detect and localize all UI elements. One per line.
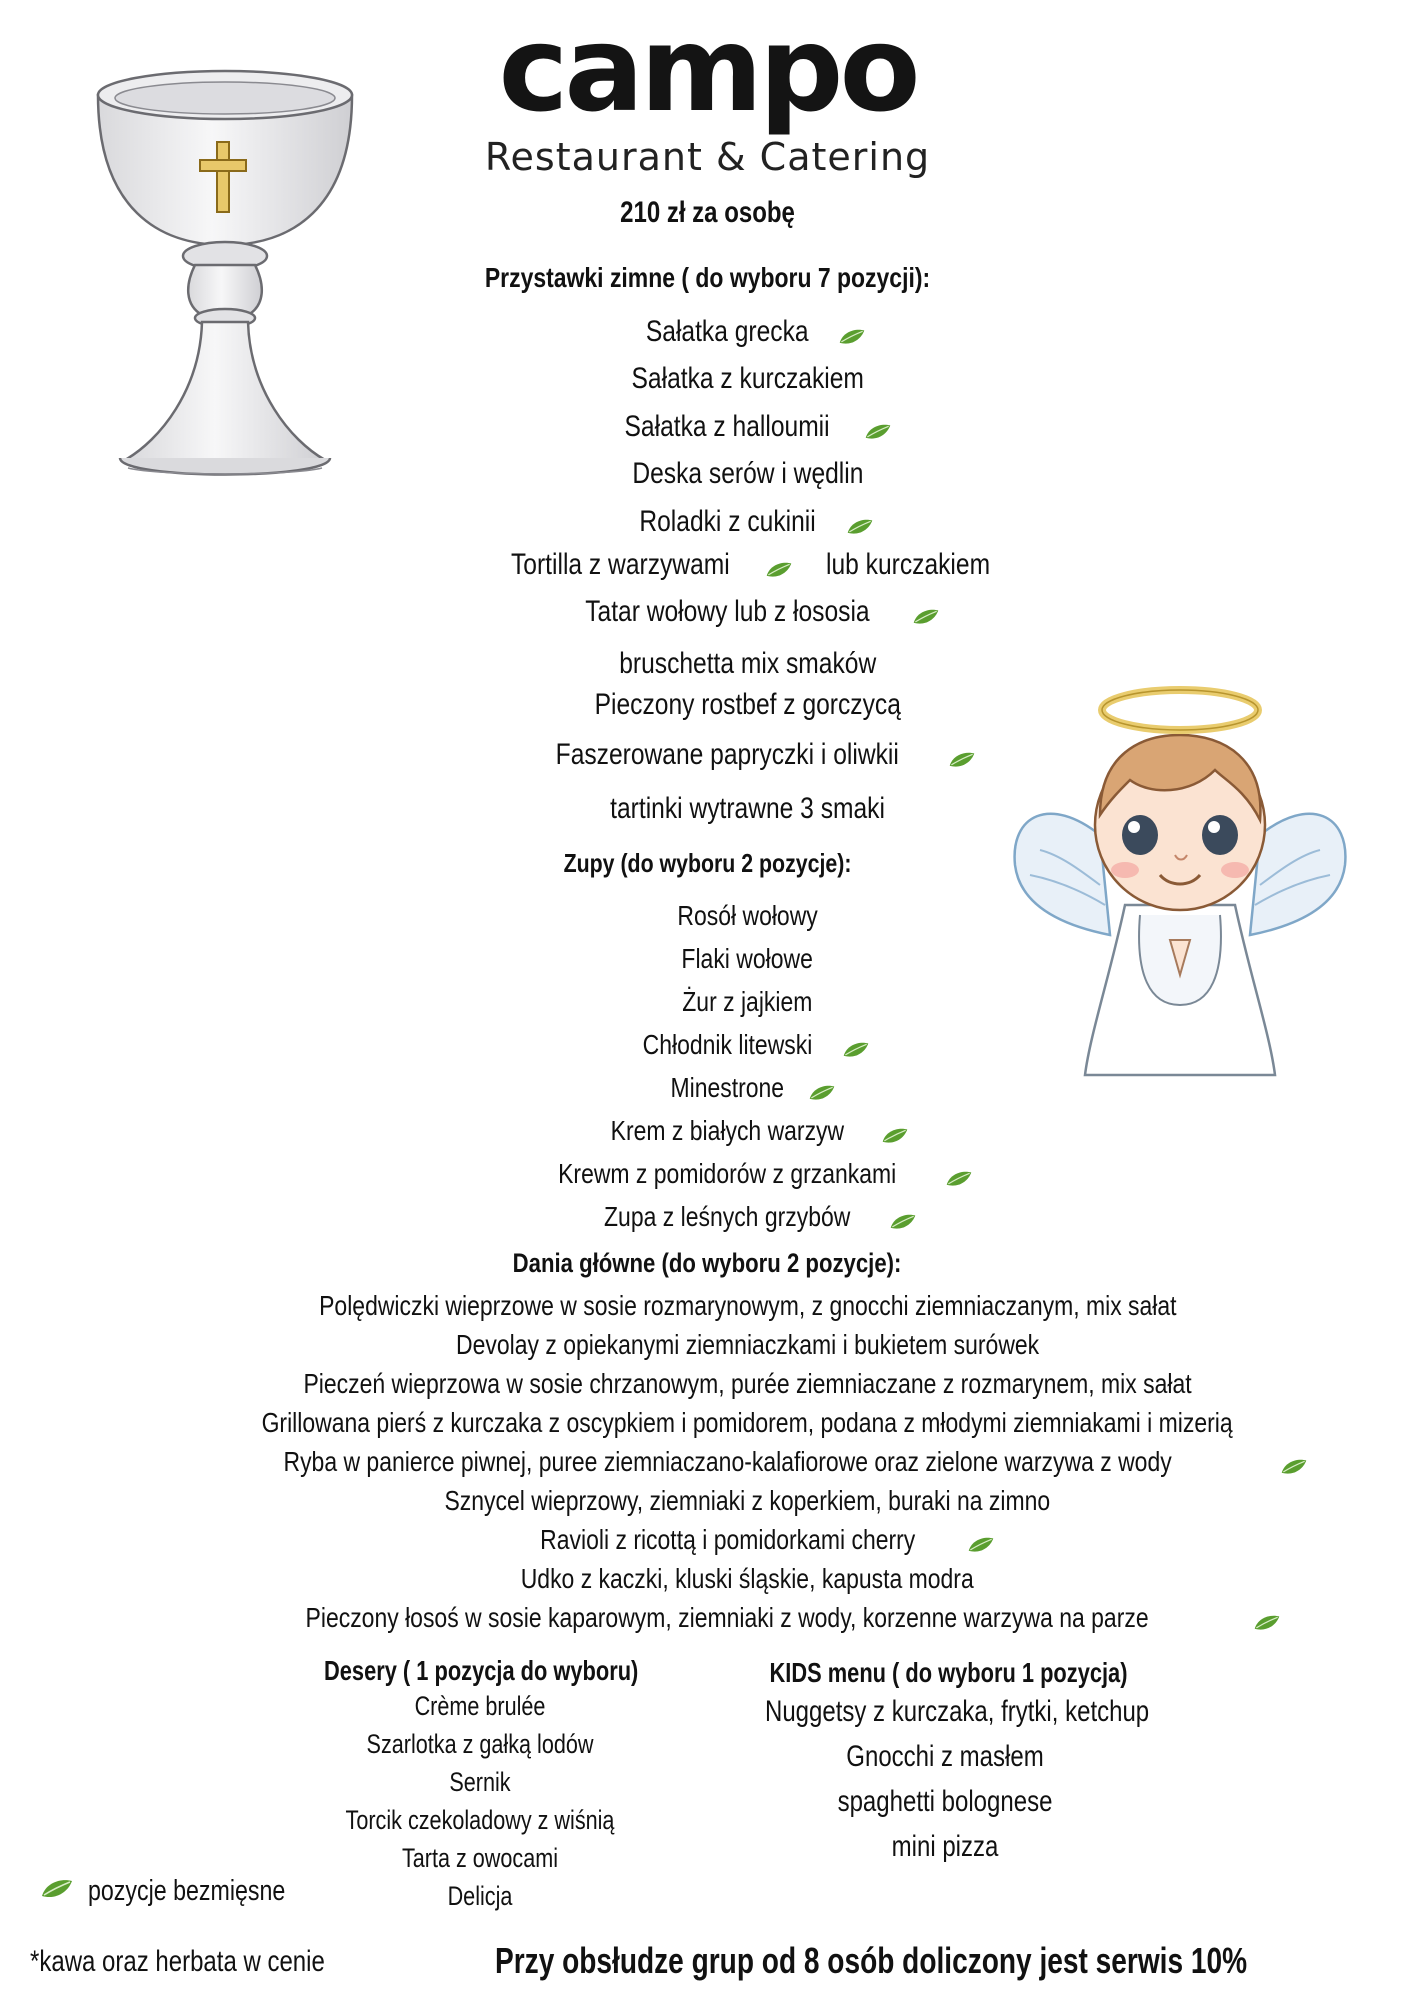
menu-item-label: Chłodnik litewski	[642, 1029, 813, 1060]
leaf-icon	[888, 1213, 918, 1231]
dessert-item: Szarlotka z gałką lodów	[366, 1729, 594, 1759]
kids-item: Gnocchi z masłem	[846, 1740, 1044, 1773]
menu-item-label: Pieczony łosoś w sosie kaparowym, ziemniaki z wody, korzenne warzywa na parze	[305, 1602, 1150, 1633]
menu-item-label: Flaki wołowe	[681, 943, 814, 974]
menu-item-label: Sznycel wieprzowy, ziemniaki z koperkiem, buraki na zimno	[444, 1485, 1051, 1516]
brand-name: campo	[498, 0, 917, 138]
menu-item-label: Pieczeń wieprzowa w sosie chrzanowym, purée ziemniaczane z rozmarynem, mix sałat	[303, 1368, 1192, 1399]
mains-title	[0, 1248, 1415, 1279]
leaf-icon	[911, 608, 941, 626]
menu-item	[40, 362, 1415, 396]
menu-item	[40, 647, 1415, 681]
menu-item-label: Roladki z cukinii	[639, 505, 816, 538]
menu-item	[40, 315, 1415, 349]
soups-title	[0, 848, 1415, 879]
kids-item: spaghetti bolognese	[837, 1785, 1053, 1818]
brand-subtitle: Restaurant & Catering	[484, 135, 931, 179]
menu-item-label: Żur z jajkiem	[682, 986, 813, 1017]
menu-item-label: Devolay z opiekanymi ziemniaczkami i bukietem surówek	[455, 1329, 1040, 1360]
menu-item-label: Pieczony rostbef z gorczycą	[594, 688, 901, 721]
dessert-item: Delicja	[447, 1881, 513, 1911]
menu-item-label: Sałatka z halloumii	[624, 410, 831, 443]
brand-logo	[0, 0, 1415, 138]
leaf-icon	[1279, 1458, 1309, 1476]
price-per-person: 210 zł za osobę	[620, 196, 795, 229]
menu-item-label: Krewm z pomidorów z grzankami	[558, 1158, 897, 1189]
leaf-icon	[837, 328, 867, 346]
mains-title-text: Dania główne (do wyboru 2 pozycje):	[513, 1248, 902, 1278]
menu-item	[40, 1524, 1415, 1556]
kids-section	[720, 1657, 1170, 1869]
menu-item	[40, 1290, 1415, 1322]
leaf-icon	[841, 1041, 871, 1059]
menu-item-label: Deska serów i wędlin	[631, 457, 864, 490]
menu-item	[40, 457, 1415, 491]
cold-starters-title-text: Przystawki zimne ( do wyboru 7 pozycji):	[484, 262, 931, 293]
cold-starters-title	[0, 262, 1415, 294]
menu-item-label: Minestrone	[670, 1072, 785, 1103]
menu-item-label: Udko z kaczki, kluski śląskie, kapusta modra	[521, 1563, 974, 1594]
menu-item	[40, 738, 1415, 772]
leaf-icon	[863, 423, 893, 441]
menu-item	[40, 1029, 1415, 1061]
menu-item-label: Ravioli z ricottą i pomidorkami cherry	[539, 1524, 916, 1555]
menu-item-label: Sałatka grecka	[646, 315, 809, 348]
menu-item-label: Faszerowane papryczki i oliwkii	[555, 738, 900, 771]
service-charge-note: Przy obsłudze grup od 8 osób doliczony jest serwis 10%	[495, 1940, 1248, 1981]
dessert-item: Sernik	[449, 1767, 511, 1797]
menu-item	[40, 1329, 1415, 1361]
leaf-icon	[947, 751, 977, 769]
leaf-icon	[807, 1084, 837, 1102]
dessert-item: Crème brulée	[414, 1691, 546, 1721]
menu-item	[40, 505, 1415, 539]
menu-item-label: Ryba w panierce piwnej, puree ziemniaczano-kalafiorowe oraz zielone warzywa z wody	[283, 1446, 1172, 1477]
menu-item	[40, 410, 1415, 444]
menu-item	[40, 1201, 1415, 1233]
leaf-icon	[764, 561, 794, 579]
menu-item	[40, 688, 1415, 722]
menu-item	[40, 1602, 1415, 1634]
desserts-title: Desery ( 1 pozycja do wyboru)	[324, 1655, 639, 1686]
menu-item	[40, 1446, 1415, 1478]
menu-item-label: Rosół wołowy	[677, 900, 818, 931]
menu-item-label: Grillowana pierś z kurczaka z oscypkiem i pomidorem, podana z młodymi ziemniakami i mizerią	[261, 1407, 1234, 1438]
menu-item-label: Zupa z leśnych grzybów	[604, 1201, 851, 1232]
menu-item-label: Tortilla z warzywami	[511, 548, 730, 581]
leaf-icon	[1252, 1614, 1282, 1632]
menu-item-label: Krem z białych warzyw	[610, 1115, 845, 1146]
menu-item	[40, 1072, 1415, 1104]
desserts-section	[280, 1655, 680, 1915]
leaf-icon	[944, 1170, 974, 1188]
menu-item	[40, 900, 1415, 932]
footer-note: *kawa oraz herbata w cenie	[30, 1945, 325, 1978]
dessert-item: Torcik czekoladowy z wiśnią	[345, 1805, 615, 1835]
leaf-icon	[966, 1536, 996, 1554]
angel-illustration	[1010, 675, 1350, 1085]
menu-item	[40, 986, 1415, 1018]
menu-item-suffix: lub kurczakiem	[825, 548, 990, 581]
menu-item-label: Sałatka z kurczakiem	[631, 362, 864, 395]
leaf-icon	[845, 518, 875, 536]
leaf-icon	[880, 1127, 910, 1145]
menu-item-label: Tatar wołowy lub z łososia	[585, 595, 870, 628]
menu-item	[40, 1563, 1415, 1595]
menu-item	[40, 1115, 1415, 1147]
leaf-icon	[40, 1878, 74, 1905]
menu-item	[40, 1368, 1415, 1400]
menu-item-label: Polędwiczki wieprzowe w sosie rozmarynowym, z gnocchi ziemniaczanym, mix sałat	[318, 1290, 1177, 1321]
menu-item-label: tartinki wytrawne 3 smaki	[610, 792, 885, 825]
legend	[40, 1875, 340, 1915]
menu-item	[40, 1407, 1415, 1439]
menu-item	[40, 943, 1415, 975]
menu-item-label: bruschetta mix smaków	[618, 647, 877, 680]
menu-item	[40, 1485, 1415, 1517]
kids-item: Nuggetsy z kurczaka, frytki, ketchup	[765, 1695, 1150, 1728]
kids-item: mini pizza	[891, 1830, 999, 1863]
menu-item	[40, 548, 1415, 582]
kids-title: KIDS menu ( do wyboru 1 pozycja)	[769, 1657, 1128, 1688]
soups-title-text: Zupy (do wyboru 2 pozycje):	[563, 848, 852, 878]
legend-label: pozycje bezmięsne	[88, 1875, 286, 1907]
menu-item	[40, 792, 1415, 826]
menu-item	[40, 1158, 1415, 1190]
menu-item	[40, 595, 1415, 629]
dessert-item: Tarta z owocami	[401, 1843, 559, 1873]
